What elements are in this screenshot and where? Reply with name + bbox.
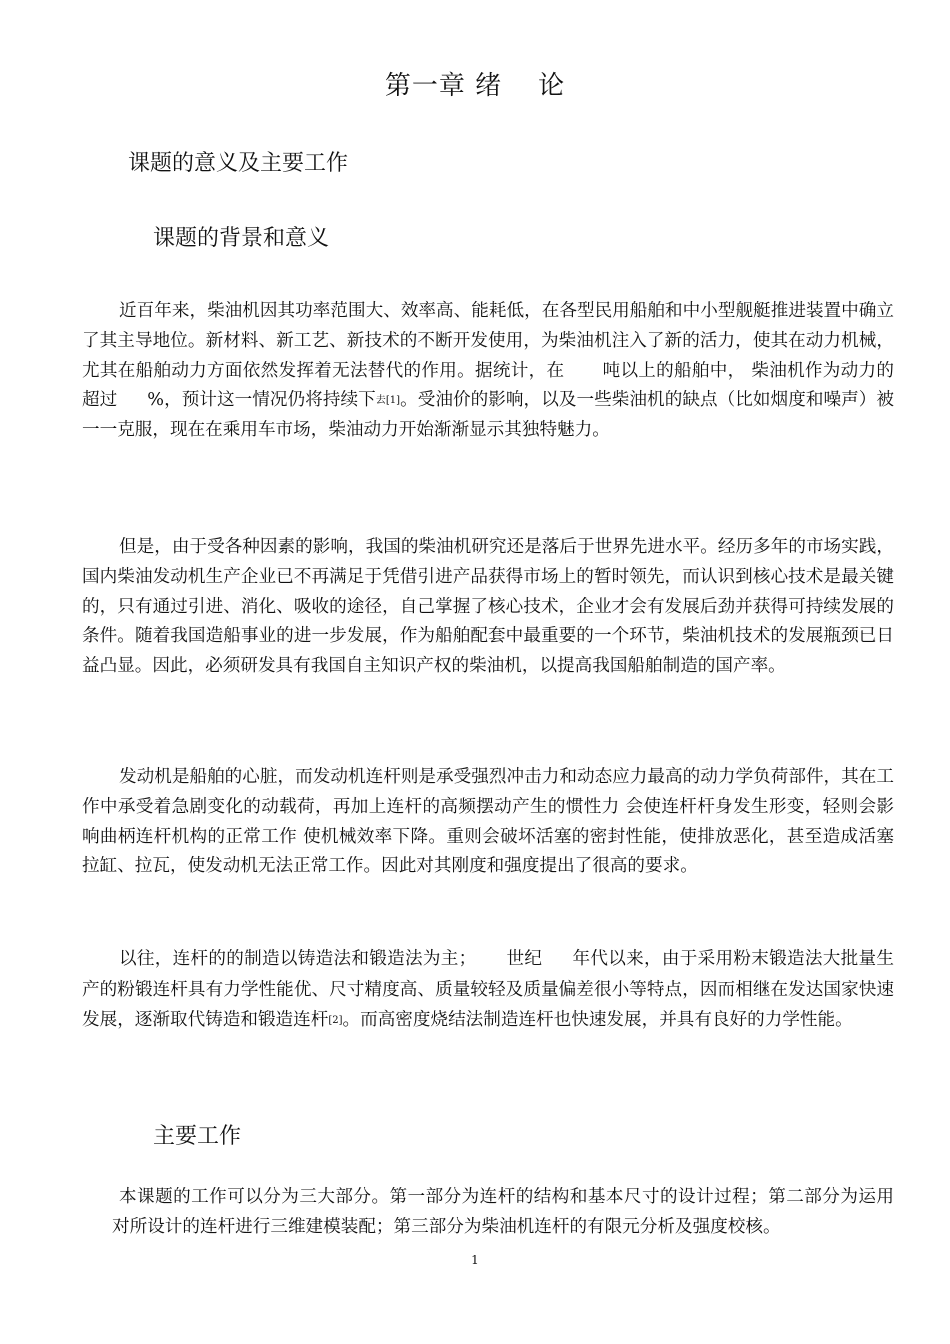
page-number: 1 (471, 1253, 479, 1267)
paragraph-text: 年代以来，由于采用粉末锻造法大批量生产的粉锻连杆具有力学性能优、尺寸精度高、质量较轻及质量偏差很小等特点，因而相继在发达国家快速发展，逐渐取代铸造和锻造连杆 (82, 949, 894, 1030)
paragraph-text: %，预计这一情况仍将持续下 (147, 390, 376, 411)
paragraph-background (82, 297, 894, 446)
chapter-title-suffix: 论 (538, 71, 566, 101)
citation-ref: [2] (328, 1015, 343, 1026)
paragraph-text: 对所设计的连杆进行三维建模装配；第三部分为柴油机连杆的有限元分析及强度校核。 (112, 1216, 781, 1237)
paragraph-connecting-rod-role: 发动机是船舶的心脏，而发动机连杆则是承受强烈冲击力和动态应力最高的动力学负荷部件，其在工作中承受着急剧变化的动载荷，再加上连杆的高频摆动产生的惯性力 会使连杆杆身发生形变，轻则会影响曲柄连杆机构的正常工作 使机械效率下降。重则会破坏活塞的密封性能，使排放恶化，甚至造成活塞拉缸、拉瓦，使发动机无法正常工作。因此对其刚度和强度提出了很高的要求。 (82, 767, 894, 877)
subsection-heading-main-work: 主要工作 (153, 1124, 242, 1149)
section-heading: 课题的意义及主要工作 (128, 151, 349, 176)
paragraph-main-work (82, 1183, 894, 1243)
subsection-heading-background: 课题的背景和意义 (153, 226, 330, 251)
paragraph-text: 近百年来，柴油机因其功率范围大、效率高、能耗低，在各型民用船舶和中小型舰艇推进装置中确立了其主导地位。新材料、新工艺、新技术的不断开发使用，为柴油机注入了新的活力，使其在动力机械，尤其在船舶动力方面依然发挥着无法替代的作用。据统计，在 (82, 301, 894, 381)
citation-char: 去 (375, 395, 386, 407)
paragraph-text: 。受油价的影响，以及一些柴油机的缺点（比如烟度和噪声）被一一克服，现在在乘用车市场，柴油动力开始渐渐显示其独特魅力。 (82, 390, 894, 441)
paragraph-text: 世纪 (506, 949, 543, 969)
paragraph-text: 以往，连杆的的制造以铸造法和锻造法为主； (119, 949, 477, 969)
chapter-title-prefix: 第一章 绪 (384, 71, 503, 101)
paragraph-text: 本课题的工作可以分为三大部分。第一部分为连杆的结构和基本尺寸的设计过程；第二部分为运用 (119, 1187, 894, 1207)
paragraph-manufacturing (82, 944, 894, 1037)
paragraph-text: 吨以上的船舶中， 柴油机作为动力的超过 (82, 360, 894, 411)
chapter-title (0, 66, 950, 106)
citation-ref: [1] (385, 395, 401, 407)
paragraph-text: 。而高密度烧结法制造连杆也快速发展，并具有良好的力学性能。 (342, 1010, 853, 1030)
paragraph-domestic-status: 但是，由于受各种因素的影响，我国的柴油机研究还是落后于世界先进水平。经历多年的市场实践，国内柴油发动机生产企业已不再满足于凭借引进产品获得市场上的暂时领先，而认识到核心技术是最关键的，只有通过引进、消化、吸收的途径，自己掌握了核心技术，企业才会有发展后劲并获得可持续发展的条件。随着我国造船事业的进一步发展，作为船舶配套中最重要的一个环节，柴油机技术的发展瓶颈已日益凸显。因此，必须研发具有我国自主知识产权的柴油机，以提高我国船舶制造的国产率。 (82, 537, 894, 677)
